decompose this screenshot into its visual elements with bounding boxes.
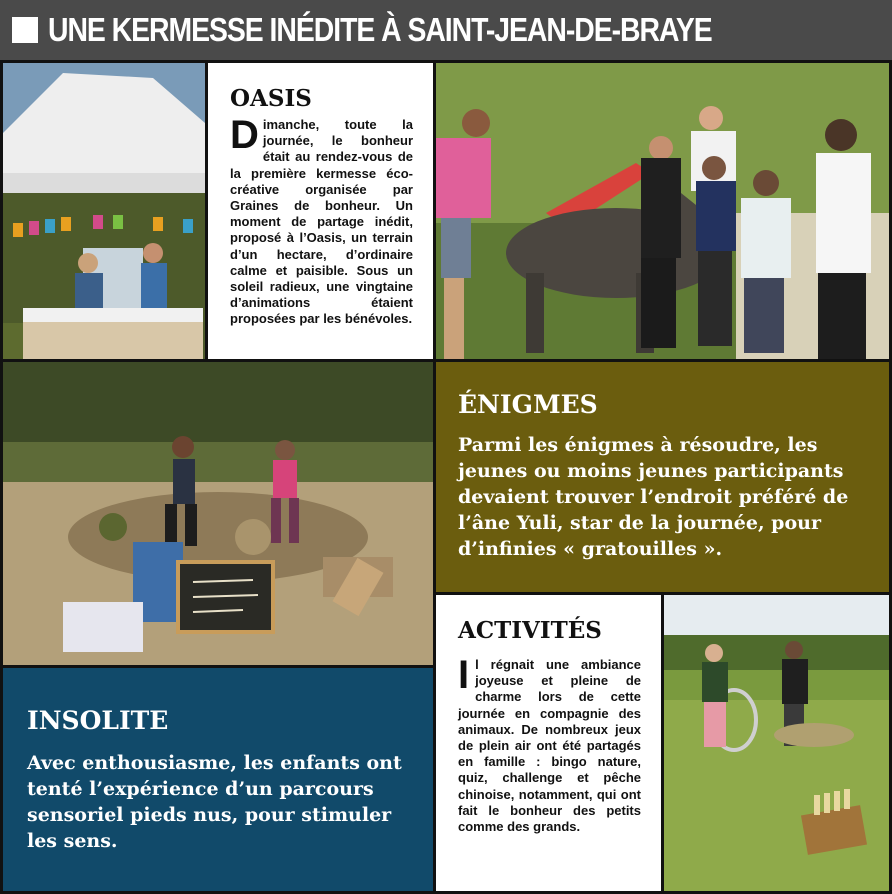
activites-panel: [436, 595, 661, 891]
photo-stand-tent: [3, 63, 205, 359]
photo-donkey-family: [436, 63, 889, 359]
enigmes-heading: ÉNIGMES: [458, 390, 598, 419]
insolite-body: Avec enthousiasme, les enfants ont tenté l’expérience d’un parcours sensoriel pieds nus, pour stimuler les sens.: [27, 752, 402, 852]
oasis-body-text: imanche, toute la journée, le bonheur était au rendez-vous de la première kermesse éco-créative organisée par Graines de bonheur. Un moment de partage inédit, proposé à l’Oasis, un terrain d’un hectare, d’ordinaire calme et paisible. Sous un soleil radieux, une vingtaine d’animations étaient proposées par les bénévoles.: [230, 117, 413, 327]
page-title: UNE KERMESSE INÉDITE À SAINT-JEAN-DE-BRAYE: [48, 11, 712, 48]
oasis-heading: OASIS: [230, 85, 312, 112]
header-square-icon: [12, 17, 38, 43]
enigmes-body: Parmi les énigmes à résoudre, les jeunes ou moins jeunes participants devaient trouver l’endroit préféré de l’âne Yuli, star de la journée, pour d’infinies « gratouilles ».: [458, 434, 849, 560]
enigmes-panel: [436, 362, 889, 592]
activites-body: [458, 653, 641, 835]
oasis-panel: [208, 63, 433, 359]
activites-body-text: l régnait une ambiance joyeuse et pleine de charme lors de cette journée en compagnie des animaux. De nombreux jeux de plein air ont été partagés en famille : bingo nature, quiz, challenge et pêche chinoise, notamment, qui ont fait le bonheur des petits comme des grands.: [458, 657, 641, 835]
page-header: [0, 0, 892, 60]
oasis-dropcap: D: [230, 113, 259, 157]
oasis-body: [230, 113, 413, 328]
insolite-panel: [3, 668, 433, 891]
insolite-heading: INSOLITE: [27, 706, 169, 735]
activites-dropcap: I: [458, 653, 470, 697]
photo-sensory-path: [3, 362, 433, 665]
photo-outdoor-games: [664, 595, 889, 891]
activites-heading: ACTIVITÉS: [458, 617, 602, 644]
